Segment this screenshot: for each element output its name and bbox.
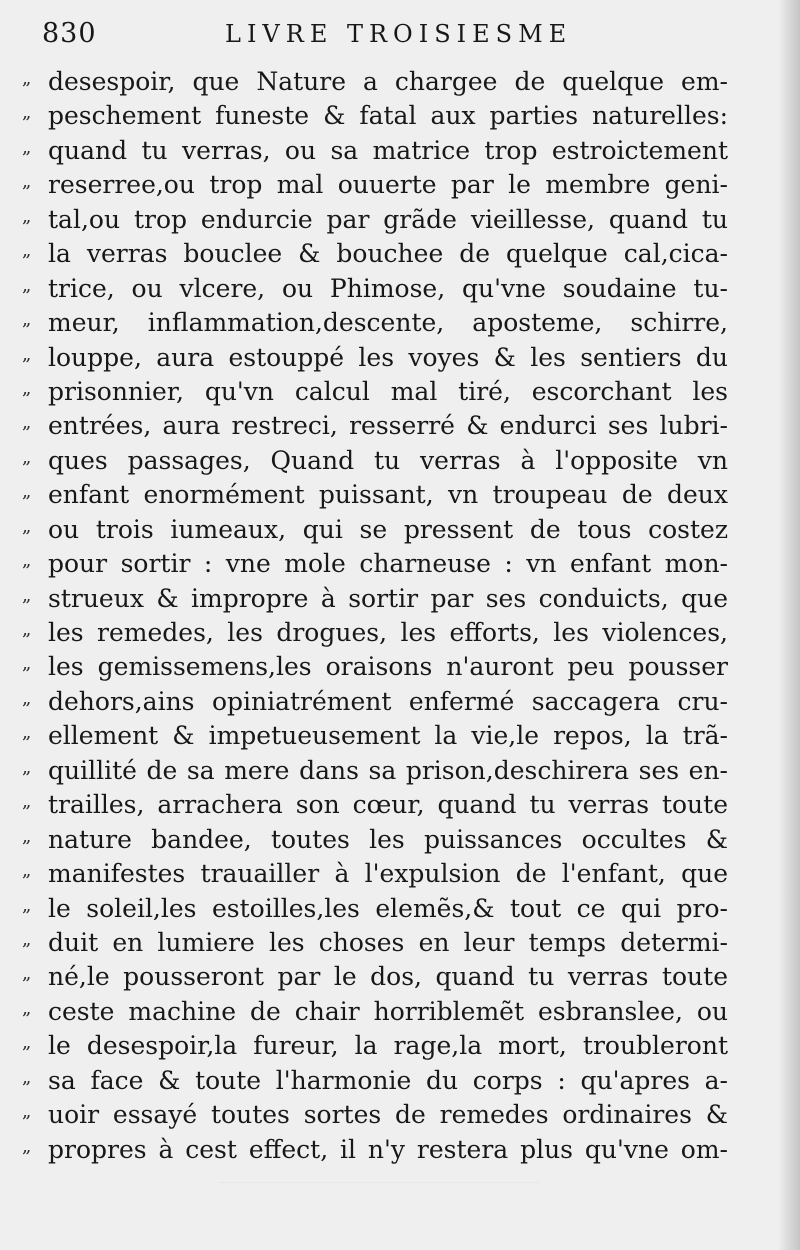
- text-line: [22, 273, 728, 307]
- quotation-mark: „: [22, 68, 31, 89]
- text-line: [22, 651, 728, 685]
- line-text: les remedes, les drogues, les efforts, les violences,: [48, 618, 728, 647]
- bleed-through-mark: [220, 1182, 540, 1201]
- quotation-mark: „: [22, 928, 31, 950]
- quotation-mark: „: [22, 136, 31, 158]
- quotation-mark: „: [22, 240, 31, 262]
- line-text: dehors,ains opiniatrément enfermé saccagera cru-: [48, 686, 728, 716]
- quotation-mark: „: [22, 1101, 31, 1123]
- line-text: uoir essayé toutes sortes de remedes ordinaires &: [48, 1100, 728, 1130]
- text-line: [22, 961, 728, 995]
- text-line: [22, 100, 728, 134]
- quotation-mark: „: [22, 963, 31, 985]
- line-text: propres à cest effect, il n'y restera plus qu'vne om-: [48, 1134, 728, 1164]
- line-text: reserree,ou trop mal ouuerte par le membre geni-: [48, 170, 728, 200]
- quotation-mark: „: [22, 1135, 31, 1157]
- line-text: trailles, arrachera son cœur, quand tu verras toute: [48, 790, 728, 820]
- line-text: le soleil,les estoilles,les elemẽs,& tout ce qui pro-: [48, 893, 728, 923]
- quotation-mark: „: [22, 894, 31, 916]
- text-line: [22, 824, 728, 858]
- quotation-mark: „: [22, 584, 31, 606]
- line-text: né,le pousseront par le dos, quand tu verras toute: [48, 962, 728, 992]
- quotation-mark: „: [22, 446, 31, 468]
- text-line: [22, 204, 728, 238]
- quotation-mark: „: [22, 481, 31, 503]
- line-text: prisonnier, qu'vn calcul mal tiré, escorchant les: [48, 376, 728, 406]
- text-line: [22, 445, 728, 479]
- text-line: [22, 135, 728, 169]
- quotation-mark: „: [22, 171, 31, 193]
- line-text: strueux & impropre à sortir par ses conduicts, que: [48, 583, 728, 613]
- line-text: ou trois iumeaux, qui se pressent de tous costez: [48, 514, 728, 544]
- line-text: louppe, aura estouppé les voyes & les sentiers du: [48, 342, 728, 372]
- quotation-mark: „: [22, 1032, 31, 1054]
- text-line: [22, 927, 728, 961]
- quotation-mark: „: [22, 274, 31, 296]
- page-number: 830: [42, 18, 97, 49]
- quotation-mark: „: [22, 205, 31, 227]
- text-line: [22, 1065, 728, 1099]
- quotation-mark: „: [22, 102, 31, 124]
- quotation-mark: „: [22, 1066, 31, 1088]
- quotation-mark: „: [22, 515, 31, 537]
- quotation-mark: „: [22, 412, 31, 434]
- text-line: [22, 342, 728, 376]
- line-text: ques passages, Quand tu verras à l'opposite vn: [48, 445, 728, 475]
- line-text: meur, inflammation,descente, aposteme, schirre,: [48, 308, 728, 338]
- quotation-mark: „: [22, 860, 31, 882]
- quotation-mark: „: [22, 756, 31, 778]
- page-header: [42, 18, 722, 60]
- text-line: [22, 755, 728, 789]
- text-line: [22, 617, 728, 651]
- line-text: manifestes trauailler à l'expulsion de l'enfant, que: [48, 859, 728, 889]
- text-line: [22, 169, 728, 203]
- quotation-mark: „: [22, 377, 31, 399]
- text-line: [22, 238, 728, 272]
- text-line: [22, 514, 728, 548]
- text-line: [22, 376, 728, 410]
- line-text: le desespoir,la fureur, la rage,la mort, troubleront: [48, 1031, 728, 1061]
- text-line: [22, 720, 728, 754]
- line-text: ceste machine de chair horriblemẽt esbranslee, ou: [48, 996, 728, 1026]
- quotation-mark: „: [22, 791, 31, 813]
- line-text: enfant enormément puissant, vn troupeau de deux: [48, 480, 728, 510]
- quotation-mark: „: [22, 309, 31, 331]
- line-text: quillité de sa mere dans sa prison,deschirera ses en-: [48, 755, 728, 785]
- quotation-mark: „: [22, 825, 31, 847]
- quotation-mark: „: [22, 550, 31, 572]
- text-line: [22, 1030, 728, 1064]
- line-text: desespoir, que Nature a chargee de quelque em-: [48, 67, 728, 96]
- text-line: [22, 686, 728, 720]
- text-line: [22, 1099, 728, 1133]
- text-line: [22, 583, 728, 617]
- quotation-mark: „: [22, 687, 31, 709]
- line-text: tal,ou trop endurcie par grãde vieillesse, quand tu: [48, 204, 728, 234]
- text-line: [22, 893, 728, 927]
- text-line: [22, 996, 728, 1030]
- text-line: [22, 307, 728, 341]
- line-text: sa face & toute l'harmonie du corps : qu'apres a-: [48, 1065, 728, 1095]
- text-line: [22, 548, 728, 582]
- line-text: peschement funeste & fatal aux parties naturelles:: [48, 101, 728, 131]
- text-line: [22, 789, 728, 823]
- line-text: nature bandee, toutes les puissances occultes &: [48, 824, 728, 854]
- quotation-mark: „: [22, 619, 31, 640]
- body-text: [22, 66, 728, 1168]
- quotation-mark: „: [22, 653, 31, 675]
- quotation-mark: „: [22, 343, 31, 365]
- line-text: duit en lumiere les choses en leur temps determi-: [48, 927, 728, 957]
- line-text: ellement & impetueusement la vie,le repos, la trã-: [48, 721, 728, 751]
- running-head: LIVRE TROISIESME: [225, 20, 573, 48]
- text-line: [22, 1134, 728, 1168]
- quotation-mark: „: [22, 722, 31, 744]
- text-line: [22, 858, 728, 892]
- line-text: la verras bouclee & bouchee de quelque cal,cica-: [48, 239, 728, 269]
- quotation-mark: „: [22, 997, 31, 1019]
- line-text: quand tu verras, ou sa matrice trop estroictement: [48, 135, 728, 165]
- text-line: [22, 66, 728, 100]
- text-line: [22, 410, 728, 444]
- text-line: [22, 479, 728, 513]
- line-text: les gemissemens,les oraisons n'auront peu pousser: [48, 652, 728, 682]
- line-text: trice, ou vlcere, ou Phimose, qu'vne soudaine tu-: [48, 273, 728, 303]
- line-text: pour sortir : vne mole charneuse : vn enfant mon-: [48, 549, 728, 579]
- line-text: entrées, aura restreci, resserré & endurci ses lubri-: [48, 411, 728, 441]
